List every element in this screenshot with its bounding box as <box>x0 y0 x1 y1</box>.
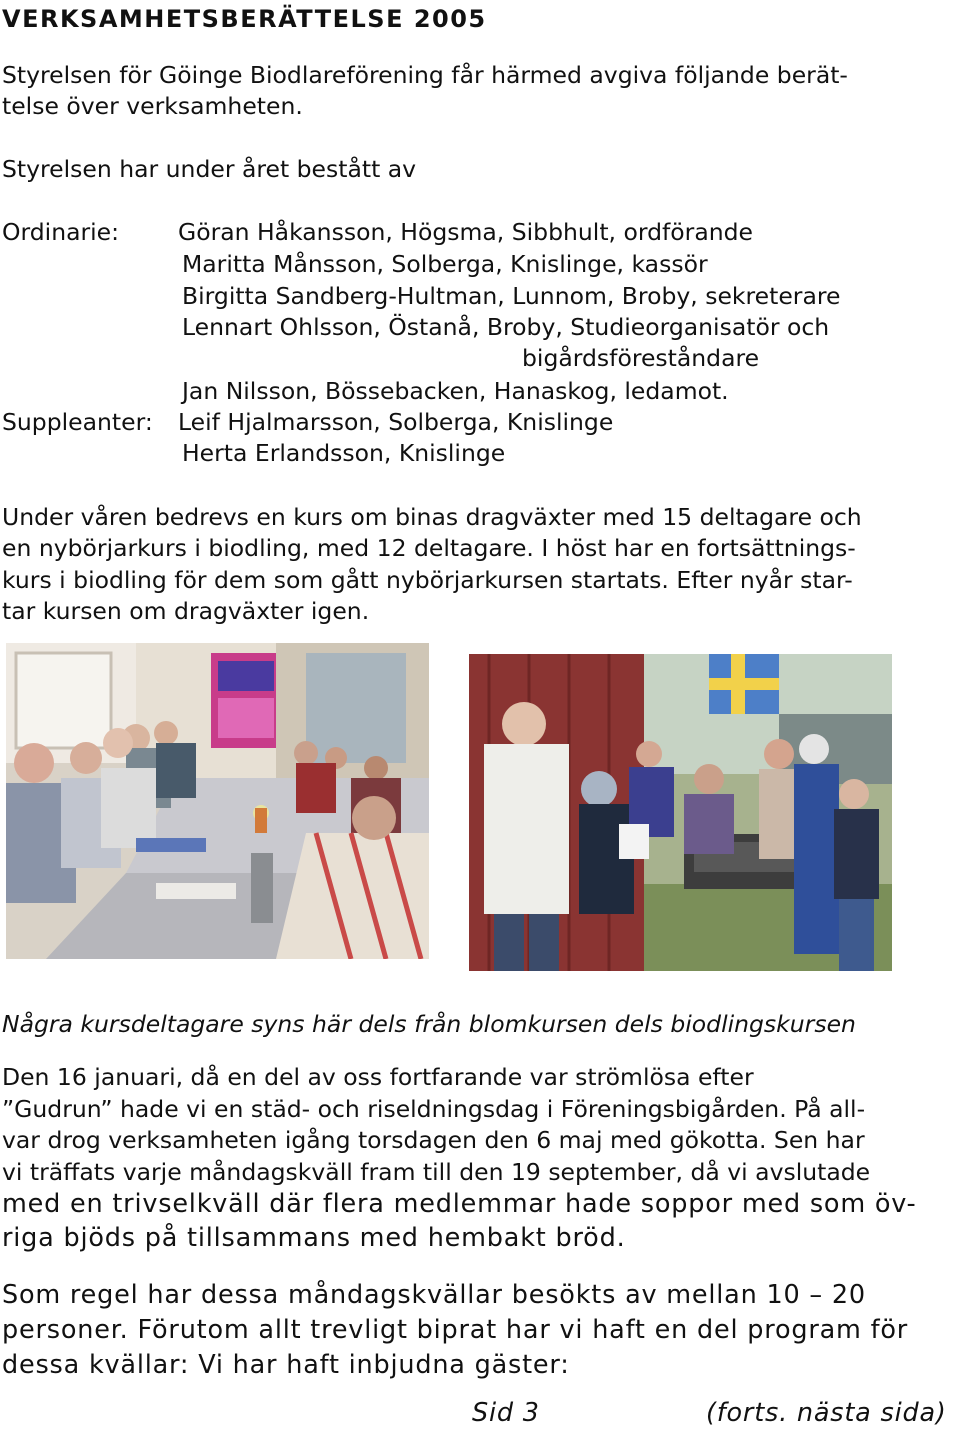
evenings-line: personer. Förutom allt trevligt biprat har vi haft en del program för <box>2 1315 909 1345</box>
activity-line: med en trivselkväll där flera medlemmar hade soppor med som öv- <box>2 1189 917 1219</box>
deputy-member: Leif Hjalmarsson, Solberga, Knislinge <box>178 408 614 436</box>
page-title: VERKSAMHETSBERÄTTELSE 2005 <box>2 5 487 33</box>
photo-caption: Några kursdeltagare syns här dels från blomkursen dels biodlingskursen <box>2 1010 856 1038</box>
board-member: Göran Håkansson, Högsma, Sibbhult, ordförande <box>178 218 753 246</box>
courses-line: en nybörjarkurs i biodling, med 12 deltagare. I höst har en fortsättnings- <box>2 534 856 562</box>
evenings-line: Som regel har dessa måndagskvällar besökts av mellan 10 – 20 <box>2 1280 866 1310</box>
activity-line: ”Gudrun” hade vi en städ- och riseldningsdag i Föreningsbigården. På all- <box>2 1095 866 1123</box>
outdoor-group-photo <box>469 654 892 971</box>
board-member: Jan Nilsson, Bössebacken, Hanaskog, ledamot. <box>182 377 729 405</box>
deputy-member: Herta Erlandsson, Knislinge <box>182 439 506 467</box>
suppleanter-label: Suppleanter: <box>2 408 153 436</box>
page-number: Sid 3 <box>472 1398 540 1428</box>
courses-line: kurs i biodling för dem som gått nybörjarkursen startats. Efter nyår star- <box>2 566 853 594</box>
activity-line: riga bjöds på tillsammans med hembakt bröd. <box>2 1223 626 1253</box>
board-member-continued: bigårdsföreståndare <box>522 344 760 372</box>
evenings-line: dessa kvällar: Vi har haft inbjudna gäster: <box>2 1350 570 1380</box>
board-member: Birgitta Sandberg-Hultman, Lunnom, Broby, sekreterare <box>182 282 841 310</box>
board-member: Maritta Månsson, Solberga, Knislinge, kassör <box>182 250 708 278</box>
classroom-photo <box>6 643 429 959</box>
board-heading: Styrelsen har under året bestått av <box>2 155 417 183</box>
activity-line: Den 16 januari, då en del av oss fortfarande var strömlösa efter <box>2 1063 754 1091</box>
courses-line: tar kursen om dragväxter igen. <box>2 597 370 625</box>
activity-line: vi träffats varje måndagskväll fram till den 19 september, då vi avslutade <box>2 1158 871 1186</box>
activity-line: var drog verksamheten igång torsdagen den 6 maj med gökotta. Sen har <box>2 1126 865 1154</box>
ordinarie-label: Ordinarie: <box>2 218 120 246</box>
intro-line: Styrelsen för Göinge Biodlareförening får härmed avgiva följande berät- <box>2 61 848 89</box>
continued-note: (forts. nästa sida) <box>706 1398 947 1428</box>
courses-line: Under våren bedrevs en kurs om binas dragväxter med 15 deltagare och <box>2 503 862 531</box>
board-member: Lennart Ohlsson, Östanå, Broby, Studieorganisatör och <box>182 313 830 341</box>
intro-line: telse över verksamheten. <box>2 92 303 120</box>
